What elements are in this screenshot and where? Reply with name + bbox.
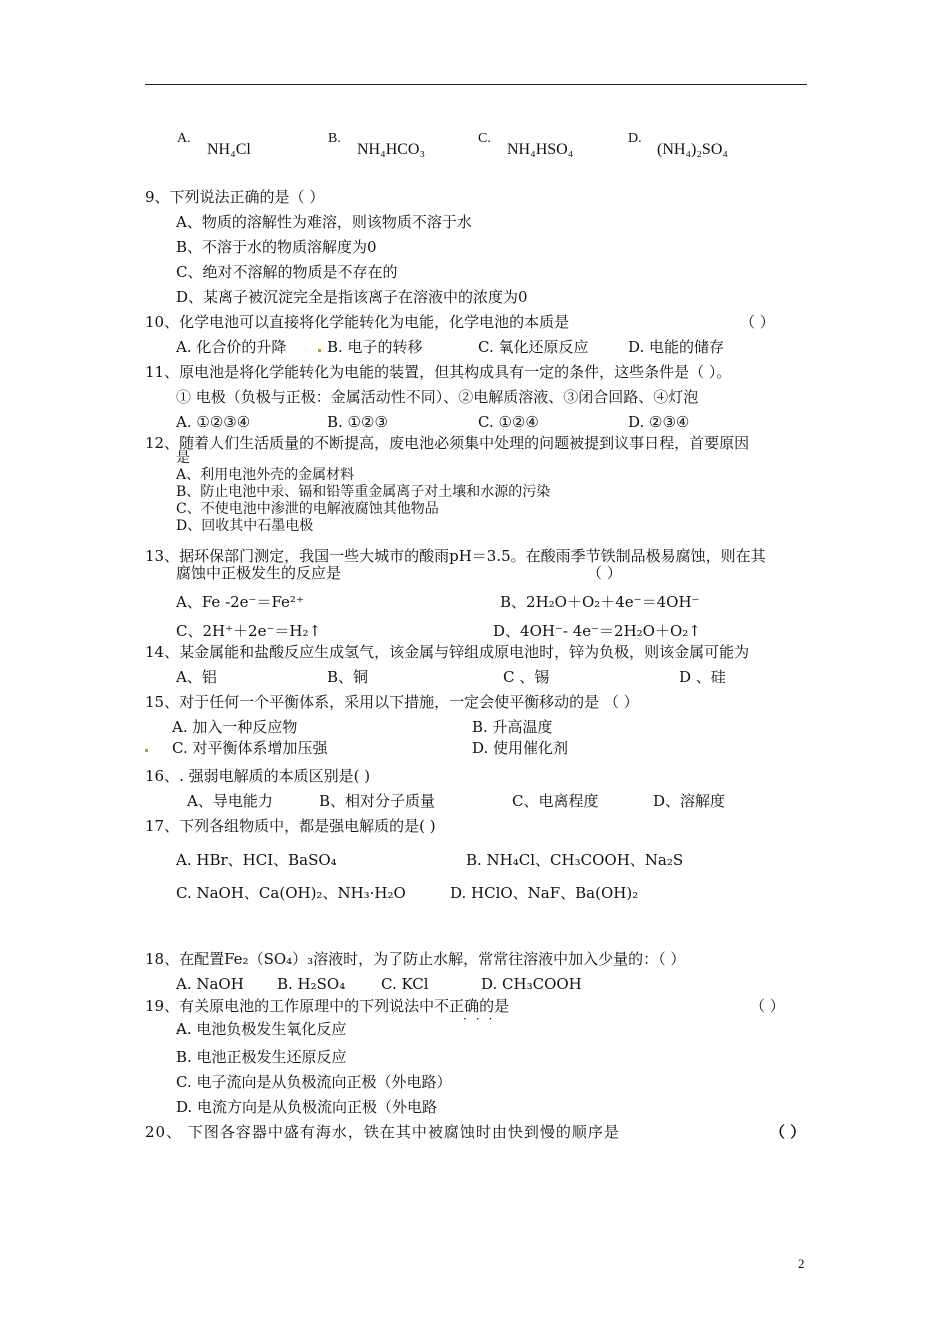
q18-stem: 18、在配置Fe₂（SO₄）₃溶液时，为了防止水解，常常往溶液中加入少量的：（ ） <box>145 950 686 968</box>
q13-stem-line1: 13、据环保部门测定，我国一些大城市的酸雨pH＝3.5。在酸雨季节铁制品极易腐蚀，则在其 <box>145 547 766 565</box>
q12-option-a: A、利用电池外壳的金属材料 <box>176 467 355 483</box>
q10-option-b: B. 电子的转移 <box>327 338 423 356</box>
stray-mark <box>318 349 321 352</box>
q18-option-a: A. NaOH <box>176 975 244 993</box>
q19-stem: 19、有关原电池的工作原理中的下列说法中不正确的是 <box>145 997 510 1015</box>
q10-option-a: A. 化合价的升降 <box>176 338 287 356</box>
q9-stem: 9、下列说法正确的是（ ） <box>145 188 325 206</box>
q16-stem: 16、. 强弱电解质的本质区别是( ) <box>145 767 371 785</box>
q16-option-c: C、电离程度 <box>512 792 599 810</box>
header-rule <box>145 84 807 85</box>
q20-stem: 20、 下图各容器中盛有海水，铁在其中被腐蚀时由快到慢的顺序是 <box>145 1123 620 1141</box>
q18-option-d: D. CH₃COOH <box>481 975 582 993</box>
q15-option-d: D. 使用催化剂 <box>472 739 569 757</box>
q11-option-a: A. ①②③④ <box>176 413 251 431</box>
q19-option-d: D. 电流方向是从负极流向正极（外电路 <box>176 1098 438 1116</box>
q8-option-d-label: D. <box>628 131 642 146</box>
q10-stem: 10、化学电池可以直接将化学能转化为电能，化学电池的本质是 <box>145 313 570 331</box>
q15-stem: 15、对于任何一个平衡体系，采用以下措施，一定会使平衡移动的是 （ ） <box>145 693 639 711</box>
q13-option-d: D、4OH⁻- 4e⁻＝2H₂O＋O₂↑ <box>493 622 701 640</box>
q16-option-d: D、溶解度 <box>653 792 726 810</box>
q10-option-d: D. 电能的储存 <box>628 338 725 356</box>
q18-option-c: C. KCl <box>381 975 429 993</box>
q11-stem: 11、原电池是将化学能转化为电能的装置，但其构成具有一定的条件，这些条件是（ ）。 <box>145 363 732 381</box>
q9-option-c: C、绝对不溶解的物质是不存在的 <box>176 263 398 281</box>
q17-option-d: D. HClO、NaF、Ba(OH)₂ <box>450 884 639 902</box>
q19-answer-paren: （ ） <box>750 997 785 1015</box>
q10-option-c: C. 氧化还原反应 <box>478 338 589 356</box>
q14-stem: 14、某金属能和盐酸反应生成氢气，该金属与锌组成原电池时，锌为负极，则该金属可能为 <box>145 643 750 661</box>
q11-option-c: C. ①②④ <box>478 413 539 431</box>
q20-answer-paren: （ ） <box>770 1123 806 1141</box>
q12-stem-line1: 12、随着人们生活质量的不断提高，废电池必须集中处理的问题被提到议事日程，首要原因 <box>145 434 750 452</box>
q11-option-b: B. ①②③ <box>327 413 388 431</box>
q16-option-b: B、相对分子质量 <box>319 792 436 810</box>
q19-option-a: A. 电池负极发生氧化反应 <box>176 1020 347 1038</box>
q9-option-d: D、某离子被沉淀完全是指该离子在溶液中的浓度为0 <box>176 288 528 306</box>
q9-option-b: B、不溶于水的物质溶解度为0 <box>176 238 377 256</box>
q14-option-a: A、铝 <box>176 668 217 686</box>
q19-option-b: B. 电池正极发生还原反应 <box>176 1048 347 1066</box>
q8-option-b: NH₄HCO₃ <box>357 141 426 158</box>
q16-option-a: A、导电能力 <box>187 792 273 810</box>
q17-option-b: B. NH₄Cl、CH₃COOH、Na₂S <box>466 851 684 869</box>
emphasis-dots: ··· <box>463 1012 502 1026</box>
q12-stem-line2: 是 <box>176 450 190 466</box>
q10-answer-paren: （ ） <box>740 313 775 331</box>
q13-option-a: A、Fe -2e⁻＝Fe²⁺ <box>176 593 304 611</box>
q11-option-d: D. ②③④ <box>628 413 690 431</box>
q8-option-d: (NH₄)₂SO₄ <box>657 141 728 158</box>
q15-option-c: C. 对平衡体系增加压强 <box>172 739 328 757</box>
q14-option-c: C 、锡 <box>503 668 550 686</box>
q8-option-b-label: B. <box>328 131 341 146</box>
q17-option-c: C. NaOH、Ca(OH)₂、NH₃·H₂O <box>176 884 406 902</box>
q11-conditions: ① 电极（负极与正极：金属活动性不同）、②电解质溶液、③闭合回路、④灯泡 <box>176 388 699 406</box>
page-number: 2 <box>798 1256 805 1271</box>
q15-option-a: A. 加入一种反应物 <box>172 718 298 736</box>
q8-option-a: NH₄Cl <box>207 141 251 158</box>
q18-option-b: B. H₂SO₄ <box>277 975 346 993</box>
q8-option-a-label: A. <box>177 131 191 146</box>
q14-option-d: D 、硅 <box>679 668 726 686</box>
q17-stem: 17、下列各组物质中，都是强电解质的是( ) <box>145 817 436 835</box>
q9-option-a: A、物质的溶解性为难溶，则该物质不溶于水 <box>176 213 472 231</box>
stray-mark <box>145 749 148 752</box>
q13-answer-paren: （ ） <box>587 564 622 582</box>
q13-option-c: C、2H⁺＋2e⁻＝H₂↑ <box>176 622 322 640</box>
q15-option-b: B. 升高温度 <box>472 718 553 736</box>
q17-option-a: A. HBr、HCI、BaSO₄ <box>176 851 337 869</box>
q19-option-c: C. 电子流向是从负极流向正极（外电路） <box>176 1073 452 1091</box>
q13-stem-line2: 腐蚀中正极发生的反应是 <box>176 564 342 582</box>
q12-option-b: B、防止电池中汞、镉和铅等重金属离子对土壤和水源的污染 <box>176 484 551 500</box>
q8-option-c-label: C. <box>478 131 491 146</box>
q12-option-c: C、不使电池中渗泄的电解液腐蚀其他物品 <box>176 501 439 517</box>
q8-option-c: NH₄HSO₄ <box>507 141 574 158</box>
q13-option-b: B、2H₂O＋O₂＋4e⁻＝4OH⁻ <box>500 593 700 611</box>
q12-option-d: D、回收其中石墨电极 <box>176 518 314 534</box>
q14-option-b: B、铜 <box>327 668 369 686</box>
